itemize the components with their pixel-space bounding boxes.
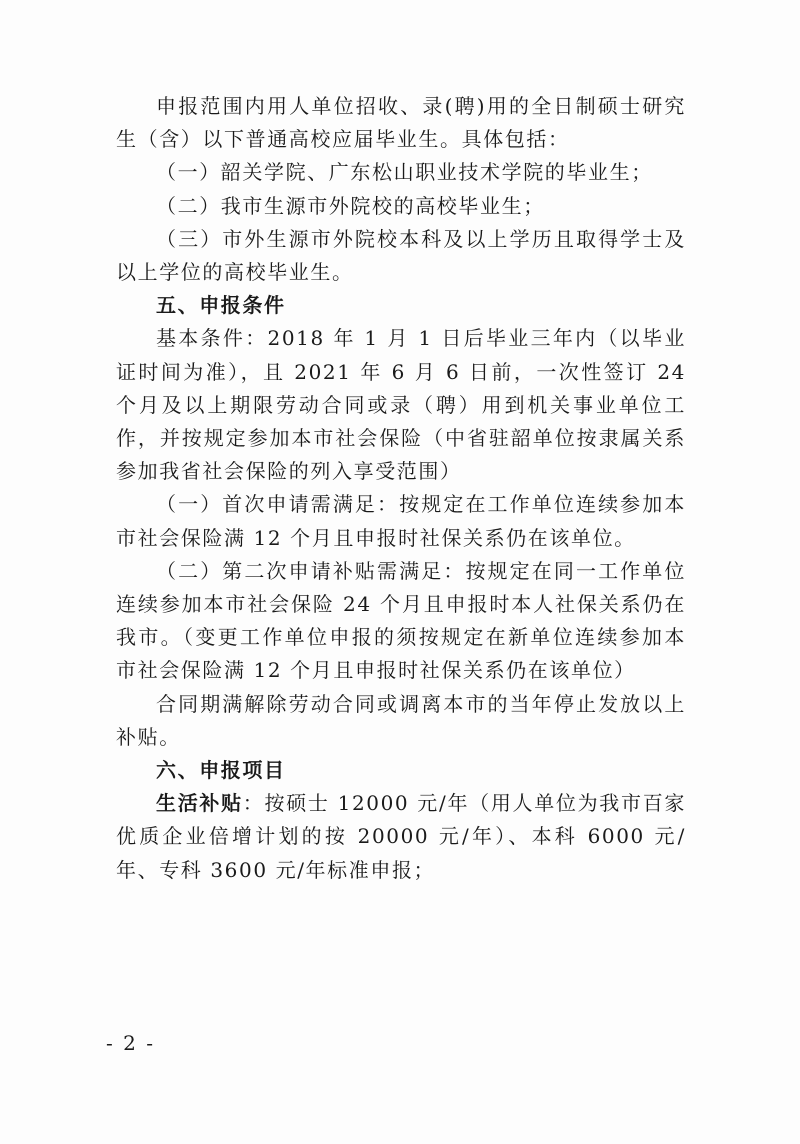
second-application-paragraph: （二）第二次申请补贴需满足：按规定在同一工作单位连续参加本市社会保险 24 个月且申报时本人社保关系仍在我市。（变更工作单位申报的须按规定在新单位连续参加本市社会保险满 12 个月且申报时社保关系仍在该单位） [116, 558, 686, 683]
termination-paragraph: 合同期满解除劳动合同或调离本市的当年停止发放以上补贴。 [116, 691, 686, 749]
scope-item-3: （三）市外生源市外院校本科及以上学历且取得学士及以上学位的高校毕业生。 [116, 226, 686, 285]
document-body [116, 90, 686, 887]
first-application-paragraph: （一）首次申请需满足：按规定在工作单位连续参加本市社会保险满 12 个月且申报时社保关系仍在该单位。 [116, 492, 686, 550]
page-number: - 2 - [106, 1031, 155, 1055]
section-heading-items: 六、申报项目 [156, 758, 286, 783]
living-subsidy-text: ：按硕士 12000 元/年（用人单位为我市百家优质企业倍增计划的按 20000 元/年）、本科 6000 元/年、专科 3600 元/年标准申报； [116, 791, 686, 882]
basic-conditions-paragraph: 基本条件：2018 年 1 月 1 日后毕业三年内（以毕业证时间为准），且 2021 年 6 月 6 日前，一次性签订 24 个月及以上期限劳动合同或录（聘）用到机关事业单位工作，并按规定参加本市社会保险（中省驻韶单位按隶属关系参加我省社会保险的列入享受范围） [116, 326, 686, 484]
scope-item-2: （二）我市生源市外院校的高校毕业生； [156, 193, 545, 218]
section-heading-conditions: 五、申报条件 [156, 293, 286, 318]
living-subsidy-lead: 生活补贴 [156, 791, 243, 816]
scope-item-1: （一）韶关学院、广东松山职业技术学院的毕业生； [156, 160, 653, 185]
scope-paragraph: 申报范围内用人单位招收、录(聘)用的全日制硕士研究生（含）以下普通高校应届毕业生。具体包括： [116, 94, 686, 152]
living-subsidy-paragraph [116, 787, 686, 887]
